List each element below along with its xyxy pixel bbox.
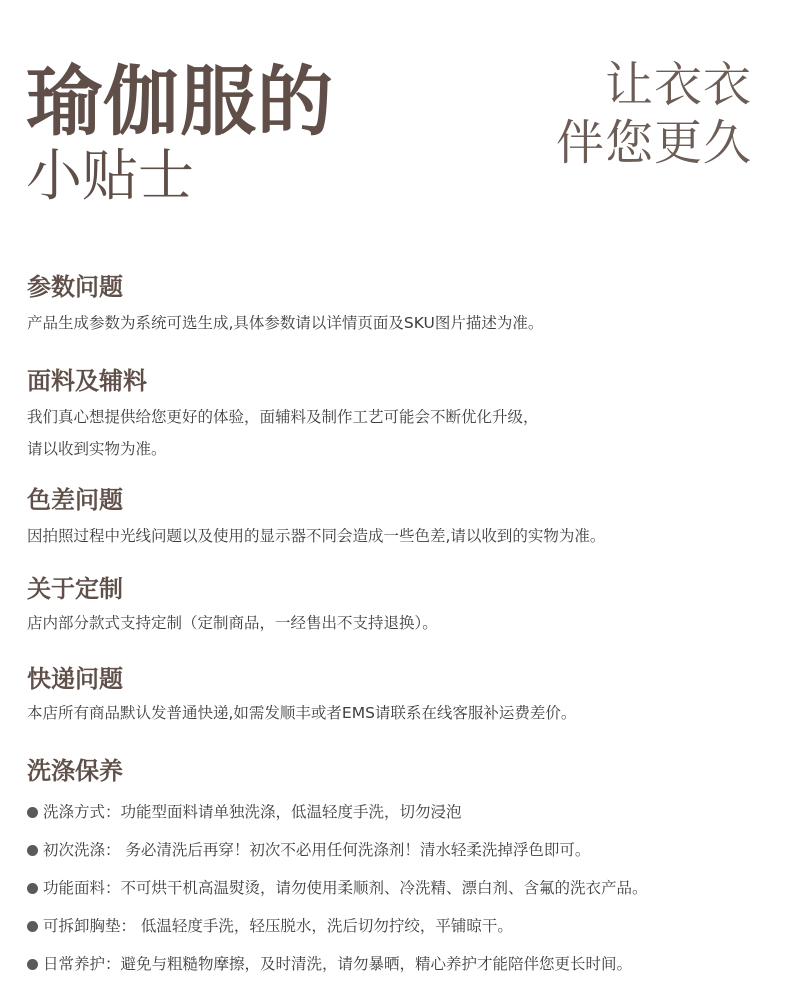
bullet-dot-icon bbox=[27, 883, 38, 894]
care-item-text: 可拆卸胸垫： 低温轻度手洗，轻压脱水，洗后切勿拧绞，平铺晾干。 bbox=[43, 917, 513, 935]
section-text: 因拍照过程中光线问题以及使用的显示器不同会造成一些色差,请以收到的实物为准。 bbox=[27, 527, 606, 545]
list-item bbox=[27, 945, 770, 983]
page-subtitle: 小贴士 bbox=[26, 144, 194, 209]
bullet-dot-icon bbox=[27, 959, 38, 970]
section-params bbox=[27, 271, 770, 338]
list-item bbox=[27, 793, 770, 831]
bullet-dot-icon bbox=[27, 807, 38, 818]
section-custom bbox=[27, 573, 770, 638]
list-item bbox=[27, 831, 770, 869]
section-heading: 快递问题 bbox=[27, 665, 123, 693]
section-text: 本店所有商品默认发普通快递,如需发顺丰或者EMS请联系在线客服补运费差价。 bbox=[27, 704, 577, 722]
bullet-dot-icon bbox=[27, 921, 38, 932]
section-heading: 面料及辅料 bbox=[27, 367, 147, 395]
section-color bbox=[27, 484, 770, 551]
care-list bbox=[27, 793, 770, 983]
section-text: 我们真心想提供给您更好的体验，面辅料及制作工艺可能会不断优化升级， bbox=[27, 408, 539, 426]
section-text: 请以收到实物为准。 bbox=[27, 440, 167, 458]
care-item-text: 日常养护：避免与粗糙物摩擦，及时清洗，请勿暴晒，精心养护才能陪伴您更长时间。 bbox=[43, 955, 633, 973]
section-care bbox=[27, 755, 770, 983]
slogan-block bbox=[556, 56, 752, 172]
header-title-block bbox=[26, 57, 334, 209]
section-heading: 关于定制 bbox=[27, 575, 123, 603]
page-title: 瑜伽服的 bbox=[26, 57, 334, 146]
section-heading: 洗涤保养 bbox=[27, 757, 123, 785]
list-item bbox=[27, 869, 770, 907]
section-heading: 参数问题 bbox=[27, 273, 123, 301]
section-text: 店内部分款式支持定制（定制商品，一经售出不支持退换）。 bbox=[27, 614, 438, 632]
care-item-text: 洗涤方式：功能型面料请单独洗涤，低温轻度手洗，切勿浸泡 bbox=[43, 803, 462, 821]
section-text: 产品生成参数为系统可选生成,具体参数请以详情页面及SKU图片描述为准。 bbox=[27, 314, 544, 332]
care-item-text: 功能面料：不可烘干机高温熨烫，请勿使用柔顺剂、冷洗精、漂白剂、含氟的洗衣产品。 bbox=[43, 879, 648, 897]
bullet-dot-icon bbox=[27, 845, 38, 856]
care-item-text: 初次洗涤： 务必清洗后再穿！初次不必用任何洗涤剂！清水轻柔洗掉浮色即可。 bbox=[43, 841, 591, 859]
list-item bbox=[27, 907, 770, 945]
section-heading: 色差问题 bbox=[27, 486, 123, 514]
slogan-line-1: 让衣衣 bbox=[604, 57, 752, 113]
section-shipping bbox=[27, 663, 770, 728]
slogan-line-2: 伴您更久 bbox=[555, 115, 752, 171]
section-fabric bbox=[27, 365, 770, 464]
